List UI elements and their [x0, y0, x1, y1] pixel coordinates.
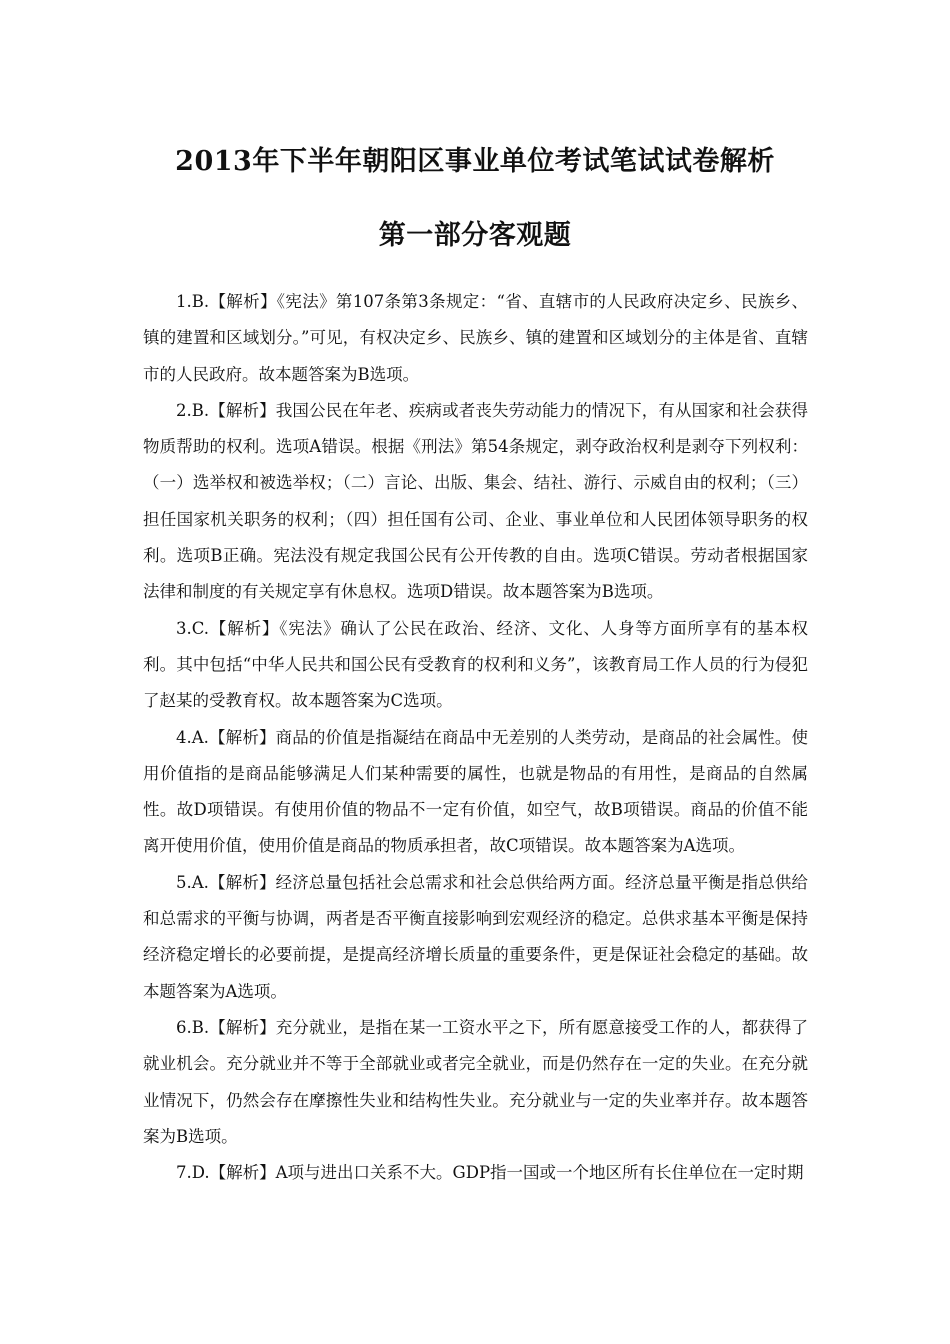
- answer-paragraph-1: 1.B.【解析】《宪法》第107条第3条规定：“省、直辖市的人民政府决定乡、民族乡、镇的建置和区域划分。”可见，有权决定乡、民族乡、镇的建置和区域划分的主体是省、直辖市的人民政府。故本题答案为B选项。: [143, 292, 808, 384]
- answer-paragraph-5: 5.A.【解析】经济总量包括社会总需求和社会总供给两方面。经济总量平衡是指总供给和总需求的平衡与协调，两者是否平衡直接影响到宏观经济的稳定。总供求基本平衡是保持经济稳定增长的必要前提，是提高经济增长质量的重要条件，更是保证社会稳定的基础。故本题答案为A选项。: [143, 872, 808, 1001]
- answer-paragraph-4: 4.A.【解析】商品的价值是指凝结在商品中无差别的人类劳动，是商品的社会属性。使用价值指的是商品能够满足人们某种需要的属性，也就是物品的有用性，是商品的自然属性。故D项错误。有使用价值的物品不一定有价值，如空气，故B项错误。商品的价值不能离开使用价值，使用价值是商品的物质承担者，故C项错误。故本题答案为A选项。: [143, 727, 808, 856]
- section-title: 第一部分客观题: [378, 220, 572, 251]
- answer-paragraph-2: 2.B.【解析】我国公民在年老、疾病或者丧失劳动能力的情况下，有从国家和社会获得物质帮助的权利。选项A错误。根据《刑法》第54条规定，剥夺政治权利是剥夺下列权利：（一）选举权和被选举权；（二）言论、出版、集会、结社、游行、示威自由的权利；（三）担任国家机关职务的权利；（四）担任国有公司、企业、事业单位和人民团体领导职务的权利。选项B正确。宪法没有规定我国公民有公开传教的自由。选项C错误。劳动者根据国家法律和制度的有关规定享有休息权。选项D错误。故本题答案为B选项。: [143, 400, 808, 602]
- answer-paragraph-6: 6.B.【解析】充分就业，是指在某一工资水平之下，所有愿意接受工作的人，都获得了就业机会。充分就业并不等于全部就业或者完全就业，而是仍然存在一定的失业。在充分就业情况下，仍然会存在摩擦性失业和结构性失业。充分就业与一定的失业率并存。故本题答案为B选项。: [143, 1017, 808, 1146]
- document-body: [143, 284, 808, 1191]
- document-title: 2013年下半年朝阳区事业单位考试笔试试卷解析: [175, 146, 775, 177]
- answer-paragraph-7: 7.D.【解析】A项与进出口关系不大。GDP指一国或一个地区所有长住单位在一定时期: [176, 1163, 804, 1183]
- answer-paragraph-3: 3.C.【解析】《宪法》确认了公民在政治、经济、文化、人身等方面所享有的基本权利。其中包括“中华人民共和国公民有受教育的权利和义务”，该教育局工作人员的行为侵犯了赵某的受教育权。故本题答案为C选项。: [143, 618, 808, 711]
